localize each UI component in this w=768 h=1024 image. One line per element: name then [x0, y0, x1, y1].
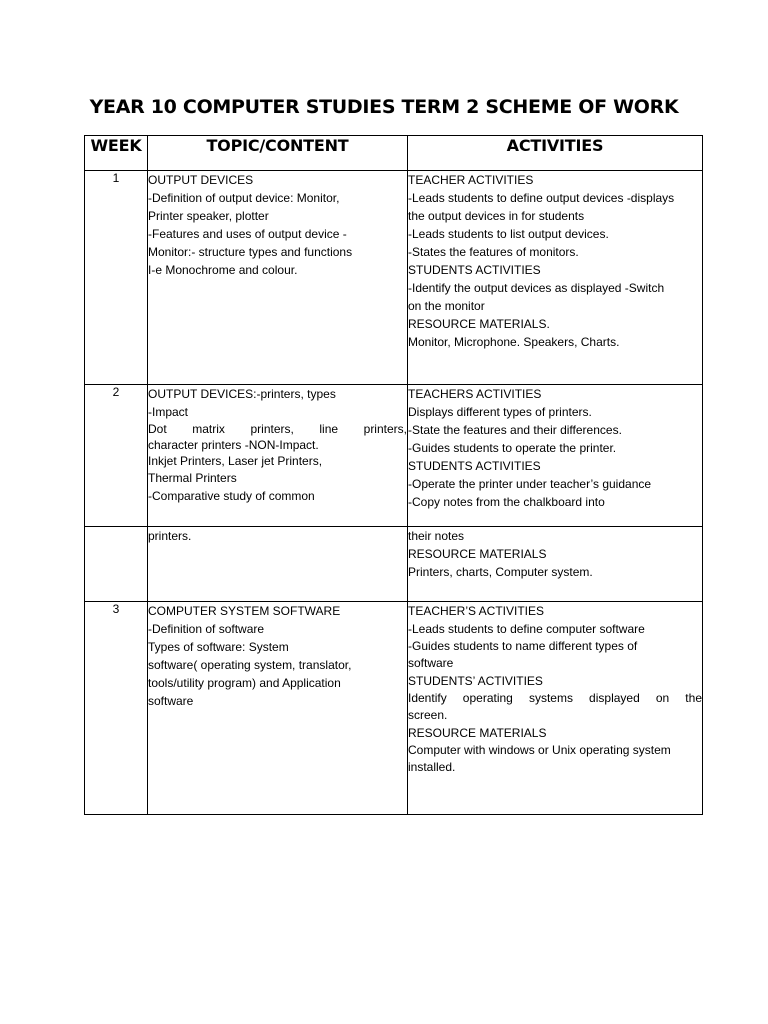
activity-line: -Leads students to define output devices -displays: [408, 191, 675, 205]
activity-line: software: [408, 656, 454, 670]
activity-line: -States the features of monitors.: [408, 245, 579, 259]
header-week: WEEK: [85, 136, 148, 171]
table-header-row: [85, 136, 703, 171]
topic-line: -Comparative study of common: [148, 489, 315, 503]
topic-line: I-e Monochrome and colour.: [148, 263, 298, 277]
topic-line: character printers -NON-Impact.: [148, 438, 319, 452]
activity-line: Computer with windows or Unix operating system: [408, 743, 671, 757]
activity-line: -Copy notes from the chalkboard into: [408, 495, 605, 509]
scheme-of-work-table: [84, 135, 703, 815]
table-row: [85, 171, 703, 385]
activity-line: installed.: [408, 760, 456, 774]
activities-cell: [408, 527, 703, 602]
activity-line: TEACHERS ACTIVITIES: [408, 387, 542, 401]
activity-line: Displays different types of printers.: [408, 405, 592, 419]
activity-line: STUDENTS’ ACTIVITIES: [408, 674, 543, 688]
header-activities: ACTIVITIES: [408, 136, 703, 171]
topic-line: Dot matrix printers, line printers,: [148, 422, 407, 436]
activity-line: -Operate the printer under teacher’s guidance: [408, 477, 652, 491]
activity-line: their notes: [408, 529, 465, 543]
activities-cell: [408, 602, 703, 815]
activity-line: -Leads students to list output devices.: [408, 227, 609, 241]
activity-line: STUDENTS ACTIVITIES: [408, 459, 541, 473]
week-cell: 2: [85, 385, 148, 527]
activity-line: -Guides students to name different types of: [408, 639, 638, 653]
topic-line: Inkjet Printers, Laser jet Printers,: [148, 454, 323, 468]
topic-line: software( operating system, translator,: [148, 658, 352, 672]
activity-line: the output devices in for students: [408, 209, 585, 223]
activity-line: Printers, charts, Computer system.: [408, 565, 593, 579]
activities-cell: [408, 171, 703, 385]
topic-line: tools/utility program) and Application: [148, 676, 341, 690]
activity-line: Identify operating systems displayed on the: [408, 691, 702, 705]
topic-line: Monitor:- structure types and functions: [148, 245, 353, 259]
activity-line: RESOURCE MATERIALS: [408, 726, 547, 740]
topic-line: -Definition of output device: Monitor,: [148, 191, 340, 205]
table-row: [85, 527, 703, 602]
topic-line: -Features and uses of output device -: [148, 227, 347, 241]
table-row: [85, 385, 703, 527]
activity-line: RESOURCE MATERIALS.: [408, 317, 550, 331]
activity-line: -Identify the output devices as displayed -Switch: [408, 281, 665, 295]
activity-line: screen.: [408, 708, 448, 722]
topic-line: -Definition of software: [148, 622, 265, 636]
topic-line: OUTPUT DEVICES:-printers, types: [148, 387, 336, 401]
activity-line: -State the features and their differences.: [408, 423, 622, 437]
topic-cell: [148, 385, 408, 527]
topic-cell: [148, 602, 408, 815]
activity-line: TEACHER ACTIVITIES: [408, 173, 534, 187]
topic-line: -Impact: [148, 405, 189, 419]
topic-cell: [148, 527, 408, 602]
activity-line: -Leads students to define computer software: [408, 622, 645, 636]
topic-cell: [148, 171, 408, 385]
topic-line: Types of software: System: [148, 640, 289, 654]
document-title: YEAR 10 COMPUTER STUDIES TERM 2 SCHEME OF WORK: [89, 96, 679, 118]
topic-line: Printer speaker, plotter: [148, 209, 269, 223]
topic-line: Thermal Printers: [148, 471, 237, 485]
week-cell: [85, 527, 148, 602]
activity-line: TEACHER’S ACTIVITIES: [408, 604, 545, 618]
week-cell: 3: [85, 602, 148, 815]
activity-line: RESOURCE MATERIALS: [408, 547, 547, 561]
week-cell: 1: [85, 171, 148, 385]
activity-line: STUDENTS ACTIVITIES: [408, 263, 541, 277]
activity-line: on the monitor: [408, 299, 485, 313]
topic-line: printers.: [148, 529, 192, 543]
topic-line: software: [148, 694, 194, 708]
header-topic-content: TOPIC/CONTENT: [148, 136, 408, 171]
topic-line: OUTPUT DEVICES: [148, 173, 254, 187]
table-row: [85, 602, 703, 815]
activity-line: -Guides students to operate the printer.: [408, 441, 617, 455]
topic-line: COMPUTER SYSTEM SOFTWARE: [148, 604, 341, 618]
activity-line: Monitor, Microphone. Speakers, Charts.: [408, 335, 620, 349]
activities-cell: [408, 385, 703, 527]
